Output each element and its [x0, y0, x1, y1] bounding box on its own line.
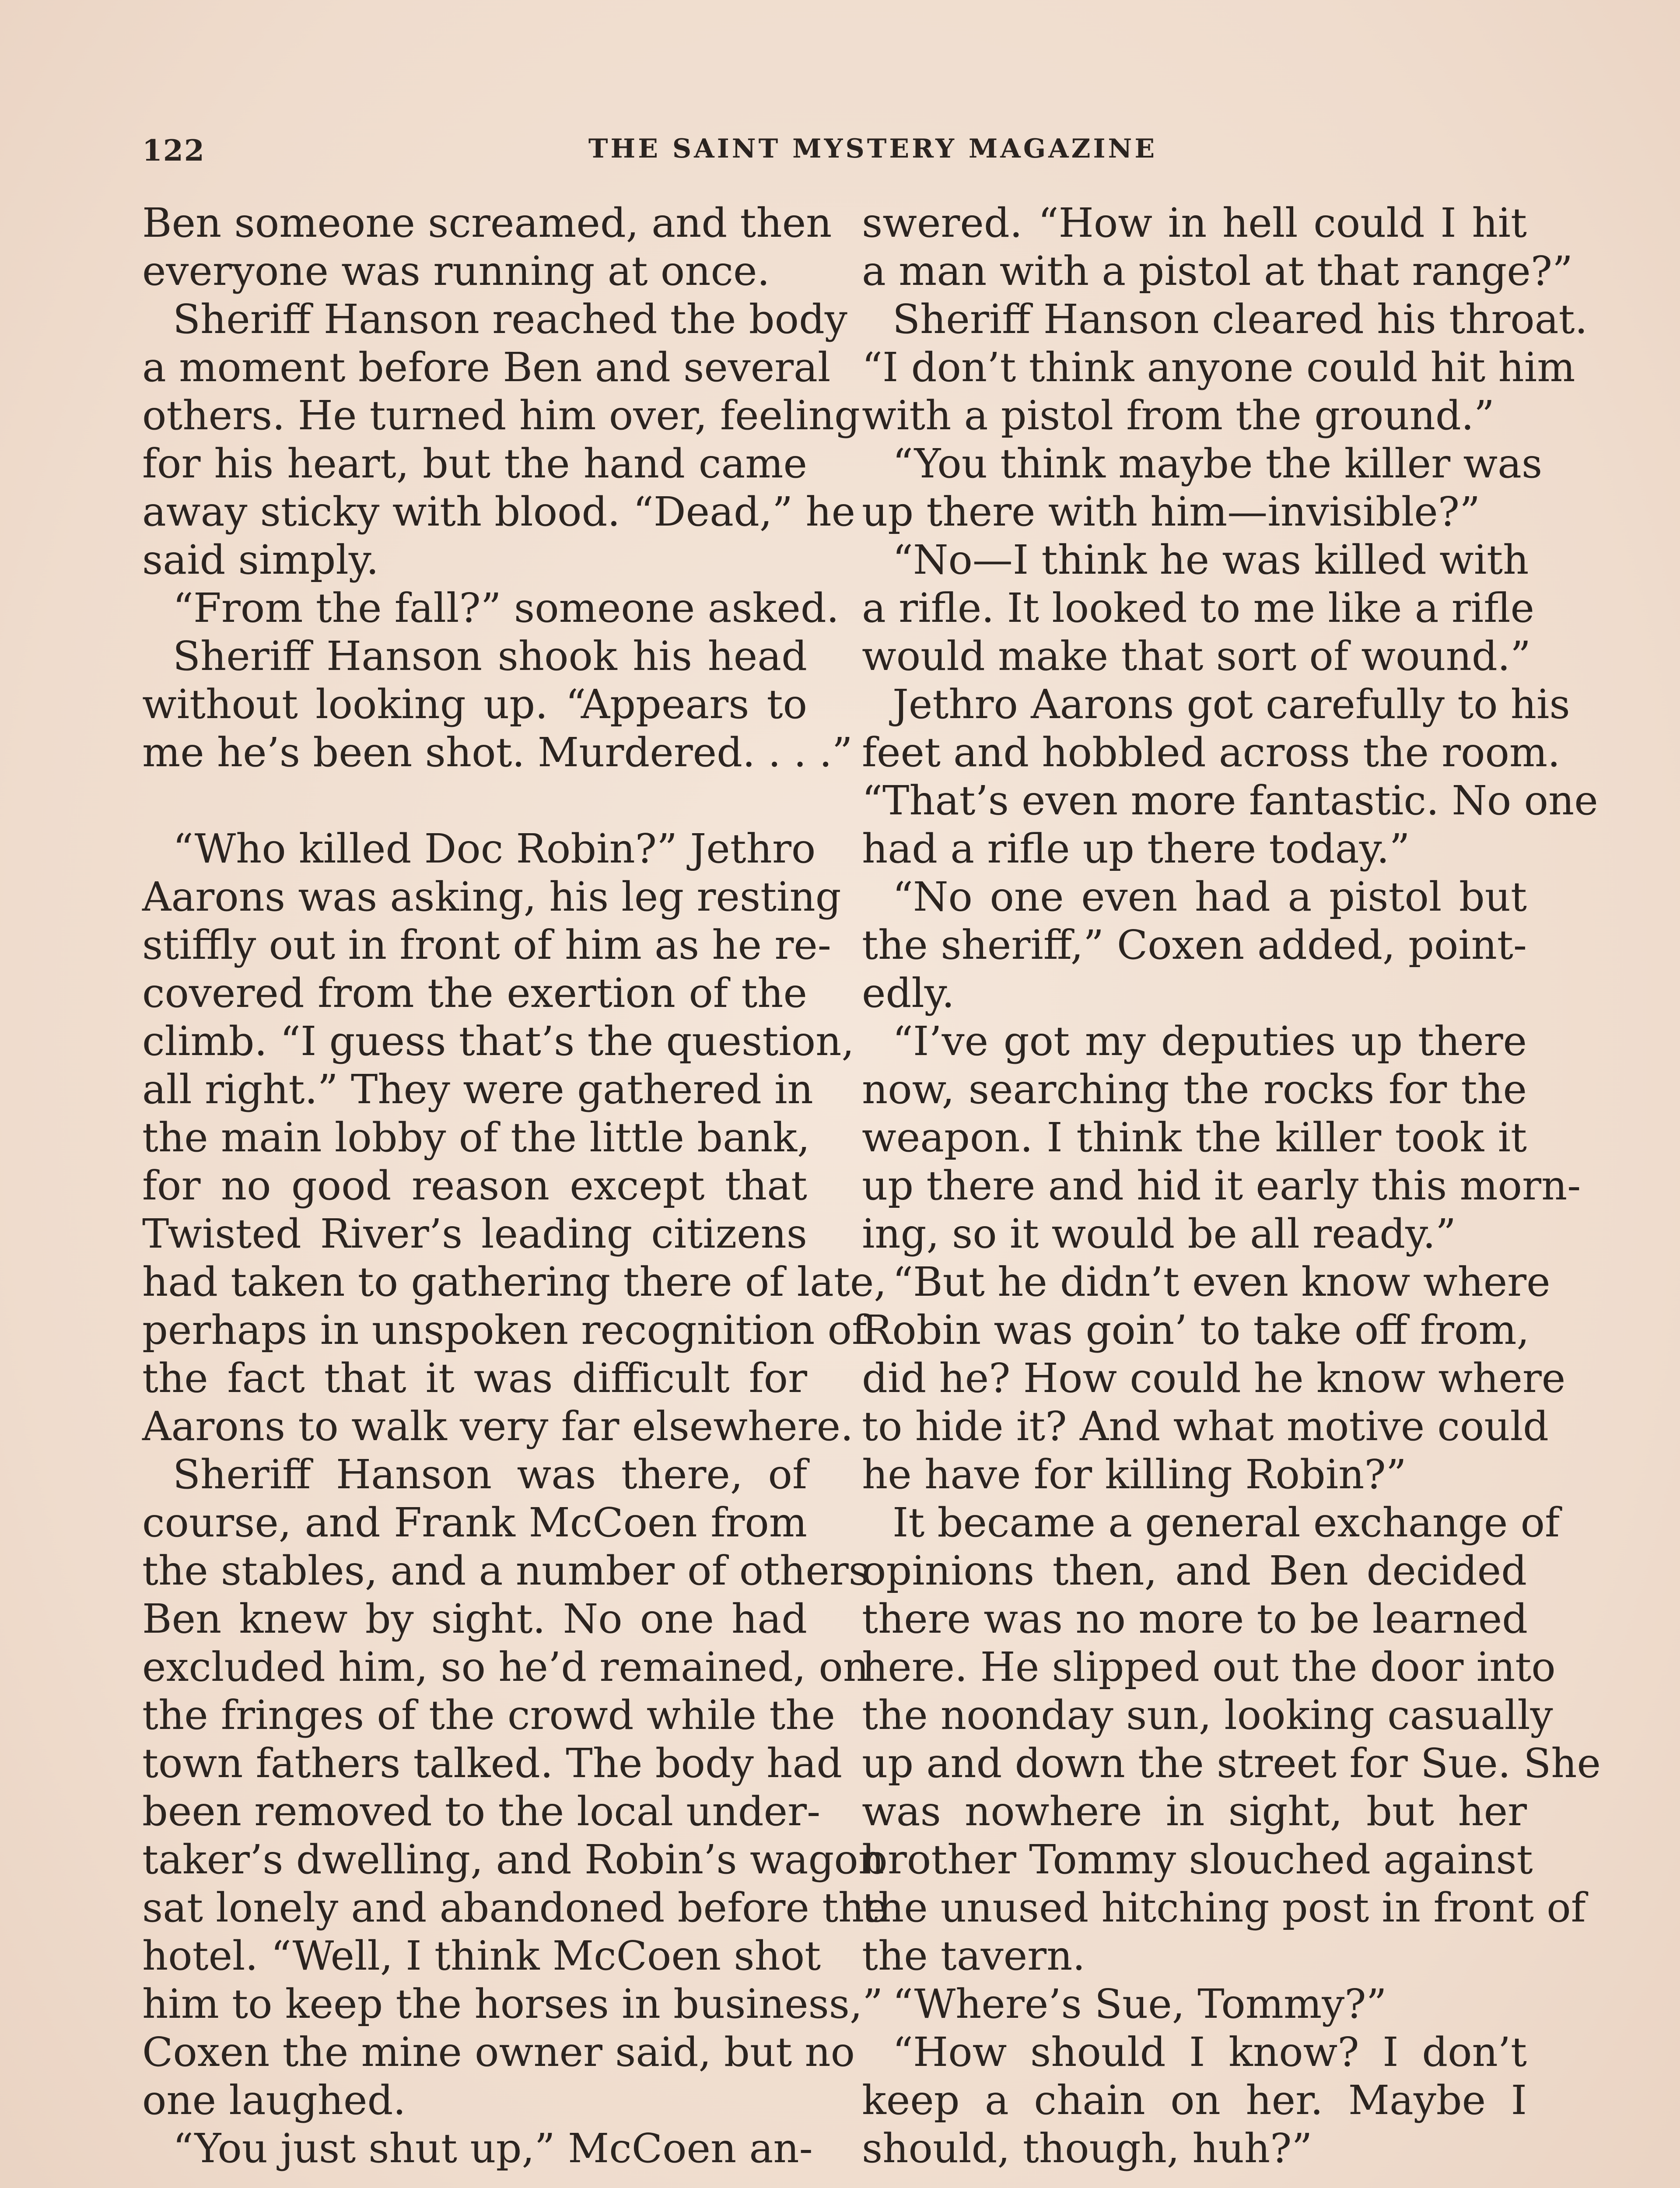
text-line: feet and hobbled across the room.	[862, 729, 1561, 776]
text-line: covered from the exertion of the	[142, 970, 807, 1017]
text-line: “You think maybe the killer was	[892, 440, 1543, 487]
text-line: one laughed.	[142, 2077, 406, 2124]
text-line: been removed to the local under-	[142, 1788, 821, 1835]
text-line: “I’ve got my deputies up there	[892, 1018, 1527, 1065]
text-line: here. He slipped out the door into	[862, 1644, 1556, 1690]
text-line: “How should I know? I don’t	[892, 2029, 1527, 2076]
text-line: Jethro Aarons got carefully to his	[892, 681, 1570, 728]
text-line: “That’s even more fantastic. No one	[862, 777, 1598, 824]
right-text-column	[862, 199, 1601, 2173]
text-line: opinions then, and Ben decided	[862, 1547, 1527, 1594]
text-line: Ben someone screamed, and then	[142, 200, 832, 246]
text-line: swered. “How in hell could I hit	[862, 200, 1527, 246]
text-line: Aarons was asking, his leg resting	[142, 873, 841, 920]
text-line: was nowhere in sight, but her	[862, 1788, 1527, 1835]
text-line: for his heart, but the hand came	[142, 440, 807, 487]
text-line: the tavern.	[862, 1932, 1085, 1979]
text-line: for no good reason except that	[142, 1162, 807, 1209]
text-line: him to keep the horses in business,”	[142, 1981, 883, 2027]
text-line: would make that sort of wound.”	[862, 633, 1531, 680]
text-line: others. He turned him over, feeling	[142, 392, 860, 439]
text-line: said simply.	[142, 536, 379, 583]
text-line: stiffly out in front of him as he re-	[142, 922, 831, 968]
text-line: he have for killing Robin?”	[862, 1451, 1407, 1498]
text-line: a moment before Ben and several	[142, 344, 831, 391]
text-line: “You just shut up,” McCoen an-	[173, 2125, 813, 2172]
text-line: the unused hitching post in front of	[862, 1884, 1586, 1931]
text-line: taker’s dwelling, and Robin’s wagon	[142, 1836, 884, 1883]
text-line: the noonday sun, looking casually	[862, 1692, 1553, 1739]
text-line: “From the fall?” someone asked.	[173, 585, 839, 631]
text-line: “No one even had a pistol but	[892, 873, 1527, 920]
text-line: “I don’t think anyone could hit him	[862, 344, 1575, 391]
text-line: brother Tommy slouched against	[862, 1836, 1533, 1883]
text-line: “No—I think he was killed with	[892, 536, 1529, 583]
text-line: me he’s been shot. Murdered. . . .”	[142, 729, 853, 776]
text-line: “Who killed Doc Robin?” Jethro	[173, 825, 816, 872]
text-line: had taken to gathering there of late,	[142, 1259, 887, 1305]
text-line: “Where’s Sue, Tommy?”	[892, 1981, 1387, 2027]
page-number: 122	[142, 133, 205, 168]
text-line: Sheriff Hanson reached the body	[173, 296, 847, 343]
text-line	[142, 777, 807, 825]
text-line: perhaps in unspoken recognition of	[142, 1307, 867, 1353]
text-line: there was no more to be learned	[862, 1595, 1528, 1642]
text-line: up and down the street for Sue. She	[862, 1740, 1601, 1787]
text-line: course, and Frank McCoen from	[142, 1499, 807, 1546]
text-line: Sheriff Hanson was there, of	[173, 1451, 807, 1498]
text-line: the main lobby of the little bank,	[142, 1114, 810, 1161]
text-line: the fact that it was difficult for	[142, 1355, 807, 1402]
text-line: up there and hid it early this morn-	[862, 1162, 1581, 1209]
text-line: Ben knew by sight. No one had	[142, 1595, 807, 1642]
text-line: with a pistol from the ground.”	[862, 392, 1495, 439]
text-line: a man with a pistol at that range?”	[862, 248, 1573, 295]
text-line: Robin was goin’ to take off from,	[862, 1307, 1530, 1353]
text-line: a rifle. It looked to me like a rifle	[862, 585, 1535, 631]
text-line: “But he didn’t even know where	[892, 1259, 1550, 1305]
text-line: the stables, and a number of others	[142, 1547, 869, 1594]
page-header	[142, 133, 1538, 173]
text-line: should, though, huh?”	[862, 2125, 1312, 2172]
text-line: hotel. “Well, I think McCoen shot	[142, 1932, 821, 1979]
text-line: all right.” They were gathered in	[142, 1066, 813, 1113]
text-line: excluded him, so he’d remained, on	[142, 1644, 869, 1690]
text-line: It became a general exchange of	[892, 1499, 1560, 1546]
text-line: Twisted River’s leading citizens	[142, 1210, 807, 1257]
left-text-column	[142, 199, 888, 2173]
text-line: climb. “I guess that’s the question,	[142, 1018, 854, 1065]
text-line: everyone was running at once.	[142, 248, 770, 295]
text-line: without looking up. “Appears to	[142, 681, 807, 728]
text-line: to hide it? And what motive could	[862, 1403, 1549, 1450]
text-line: away sticky with blood. “Dead,” he	[142, 488, 856, 535]
text-line: did he? How could he know where	[862, 1355, 1566, 1402]
text-line: now, searching the rocks for the	[862, 1066, 1527, 1113]
text-line: the sheriff,” Coxen added, point-	[862, 922, 1527, 968]
text-line: weapon. I think the killer took it	[862, 1114, 1527, 1161]
text-line: had a rifle up there today.”	[862, 825, 1410, 872]
text-line: Sheriff Hanson shook his head	[173, 633, 807, 680]
text-line: up there with him—invisible?”	[862, 488, 1480, 535]
text-line: edly.	[862, 970, 955, 1017]
text-line: Sheriff Hanson cleared his throat.	[892, 296, 1588, 343]
text-line: sat lonely and abandoned before the	[142, 1884, 888, 1931]
text-line: Coxen the mine owner said, but no	[142, 2029, 855, 2076]
text-line: the fringes of the crowd while the	[142, 1692, 835, 1739]
text-line: town fathers talked. The body had	[142, 1740, 843, 1787]
text-line: ing, so it would be all ready.”	[862, 1210, 1456, 1257]
text-line: keep a chain on her. Maybe I	[862, 2077, 1527, 2124]
text-line: Aarons to walk very far elsewhere.	[142, 1403, 854, 1450]
running-head: THE SAINT MYSTERY MAGAZINE	[588, 133, 1158, 164]
